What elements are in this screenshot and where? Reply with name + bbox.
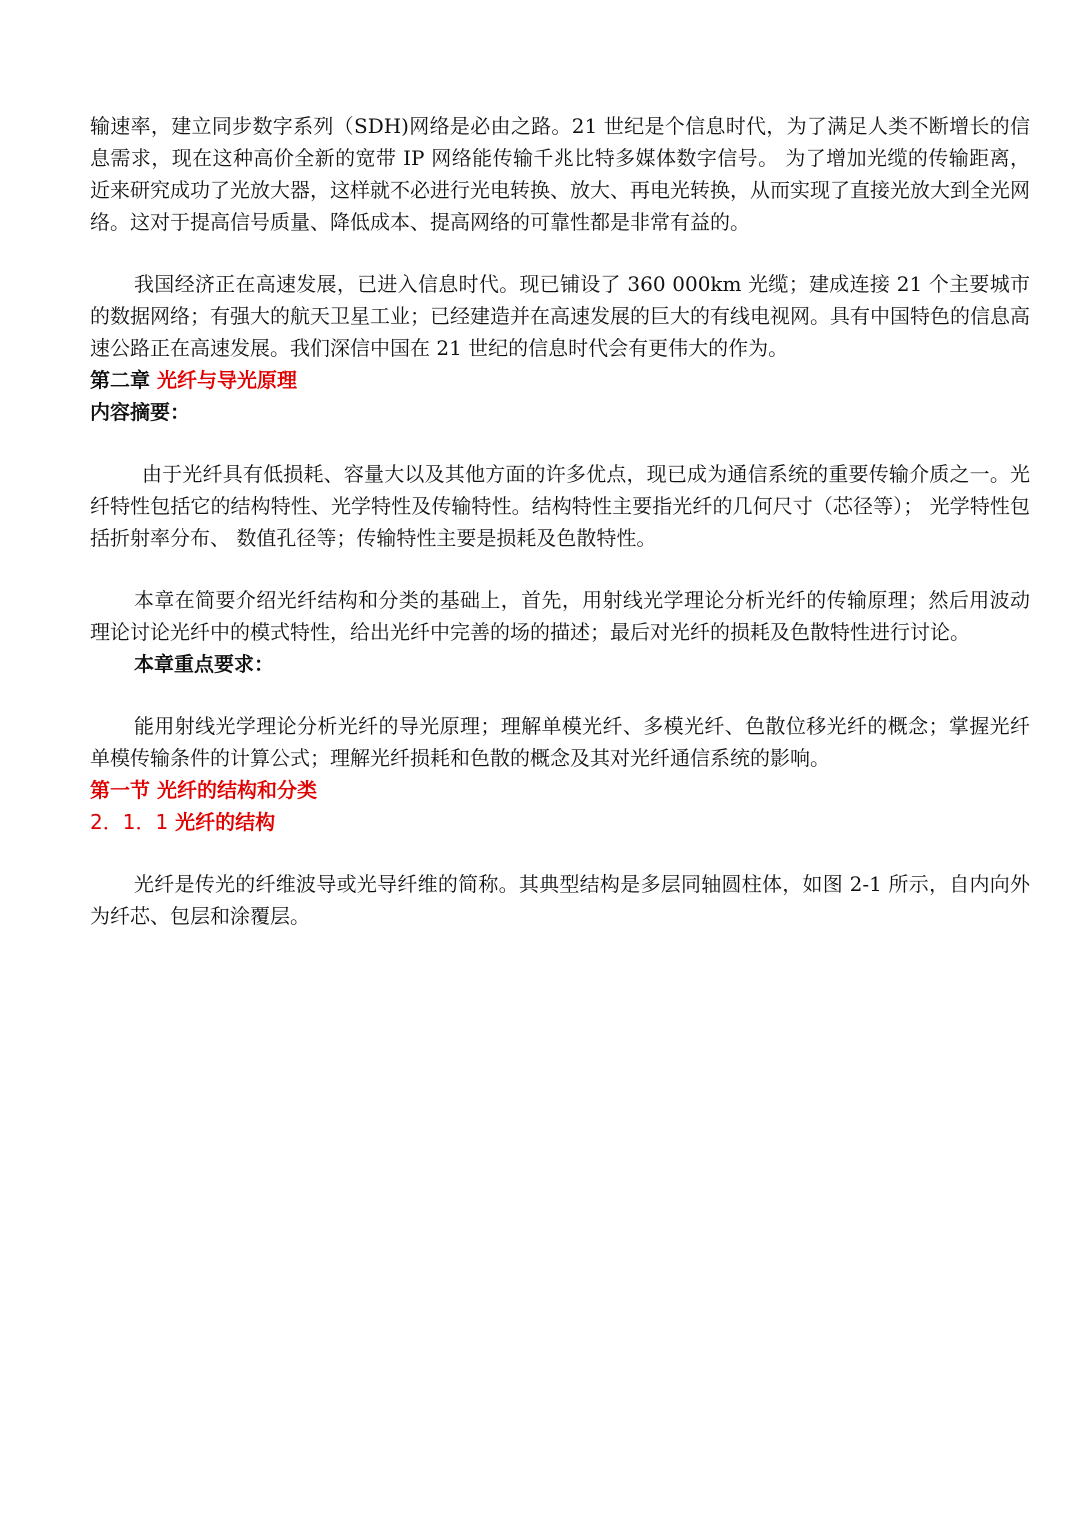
section-heading: 第一节 光纤的结构和分类 [90, 778, 317, 802]
paragraph-fiber-structure: 光纤是传光的纤维波导或光导纤维的简称。其典型结构是多层同轴圆柱体，如图 2-1 所示，自内向外为纤芯、包层和涂覆层。 [90, 872, 1030, 928]
chapter-title: 光纤与导光原理 [156, 368, 297, 392]
subsection-number: 2．1．1 [90, 810, 169, 834]
subsection-heading [90, 806, 1030, 838]
paragraph-key-requirements: 能用射线光学理论分析光纤的导光原理；理解单模光纤、多模光纤、色散位移光纤的概念；掌握光纤单模传输条件的计算公式；理解光纤损耗和色散的概念及其对光纤通信系统的影响。 [90, 714, 1030, 770]
subsection-title: 光纤的结构 [175, 810, 276, 834]
paragraph-transmission-rate: 输速率，建立同步数字系列（SDH)网络是必由之路。21 世纪是个信息时代，为了满足人类不断增长的信息需求，现在这种高价全新的宽带 IP 网络能传输千兆比特多媒体数字信号。 为了增加光缆的传输距离，近来研究成功了光放大器，这样就不必进行光电转换、放大、再电光转换，从而实现了直接光放大到全光网络。这对于提高信号质量、降低成本、提高网络的可靠性都是非常有益的。 [90, 114, 1030, 234]
chapter-prefix: 第二章 [90, 368, 150, 392]
document-page [90, 110, 1030, 932]
chapter-heading [90, 364, 1030, 396]
paragraph-china-economy: 我国经济正在高速发展，已进入信息时代。现已铺设了 360 000km 光缆；建成连接 21 个主要城市的数据网络；有强大的航天卫星工业；已经建造并在高速发展的巨大的有线电视网。具有中国特色的信息高速公路正在高速发展。我们深信中国在 21 世纪的信息时代会有更伟大的作为。 [90, 272, 1030, 360]
paragraph-chapter-overview: 本章在简要介绍光纤结构和分类的基础上，首先，用射线光学理论分析光纤的传输原理；然后用波动理论讨论光纤中的模式特性，给出光纤中完善的场的描述；最后对光纤的损耗及色散特性进行讨论。 [90, 588, 1030, 644]
summary-heading: 内容摘要： [90, 400, 190, 424]
key-requirements-heading: 本章重点要求： [134, 652, 274, 676]
paragraph-summary: 由于光纤具有低损耗、容量大以及其他方面的许多优点，现已成为通信系统的重要传输介质之一。光纤特性包括它的结构特性、光学特性及传输特性。结构特性主要指光纤的几何尺寸（芯径等）； 光学特性包括折射率分布、 数值孔径等；传输特性主要是损耗及色散特性。 [90, 462, 1030, 550]
